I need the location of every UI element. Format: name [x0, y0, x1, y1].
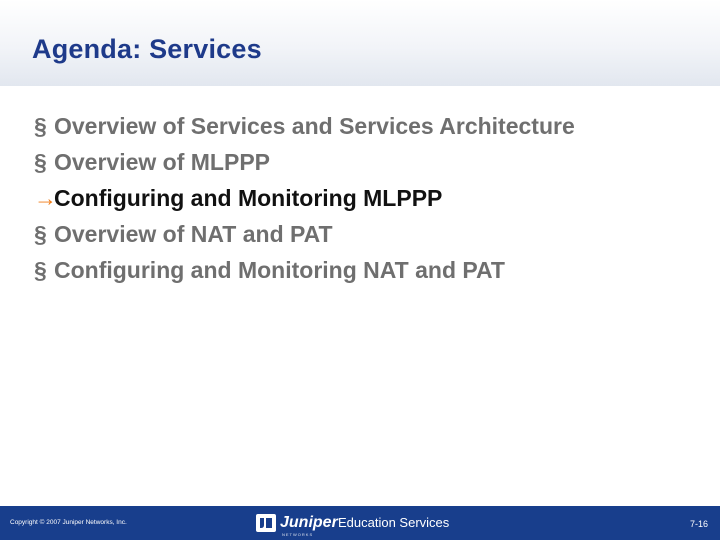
department-label: Education Services — [338, 515, 450, 530]
juniper-logo — [256, 514, 338, 532]
agenda-item — [34, 144, 704, 180]
agenda-list — [34, 108, 704, 288]
bullet-icon: § — [34, 256, 47, 283]
agenda-item — [34, 216, 704, 252]
bullet-icon: § — [34, 112, 47, 139]
agenda-item — [34, 252, 704, 288]
agenda-item-current — [34, 180, 704, 216]
copyright-text: Copyright © 2007 Juniper Networks, Inc. — [10, 519, 127, 526]
agenda-item-text: Configuring and Monitoring MLPPP — [54, 184, 443, 211]
agenda-item-text: Overview of Services and Services Architecture — [54, 112, 575, 139]
agenda-item-text: Configuring and Monitoring NAT and PAT — [54, 256, 505, 283]
juniper-logo-icon — [256, 514, 276, 532]
title-bar — [0, 0, 720, 86]
slide-number: 7-16 — [689, 519, 708, 529]
agenda-item-text: Overview of MLPPP — [54, 148, 271, 175]
bullet-icon: § — [34, 148, 47, 175]
brand-name: Juniper — [280, 514, 338, 531]
slide-title: Agenda: Services — [32, 34, 262, 64]
footer-bar — [0, 506, 720, 540]
agenda-item — [34, 108, 704, 144]
arrow-right-icon: → — [34, 184, 57, 211]
juniper-mark-icon — [258, 516, 274, 530]
bullet-icon: § — [34, 220, 47, 247]
agenda-item-text: Overview of NAT and PAT — [54, 220, 333, 247]
brand-tagline: NETWORKS — [282, 532, 314, 537]
